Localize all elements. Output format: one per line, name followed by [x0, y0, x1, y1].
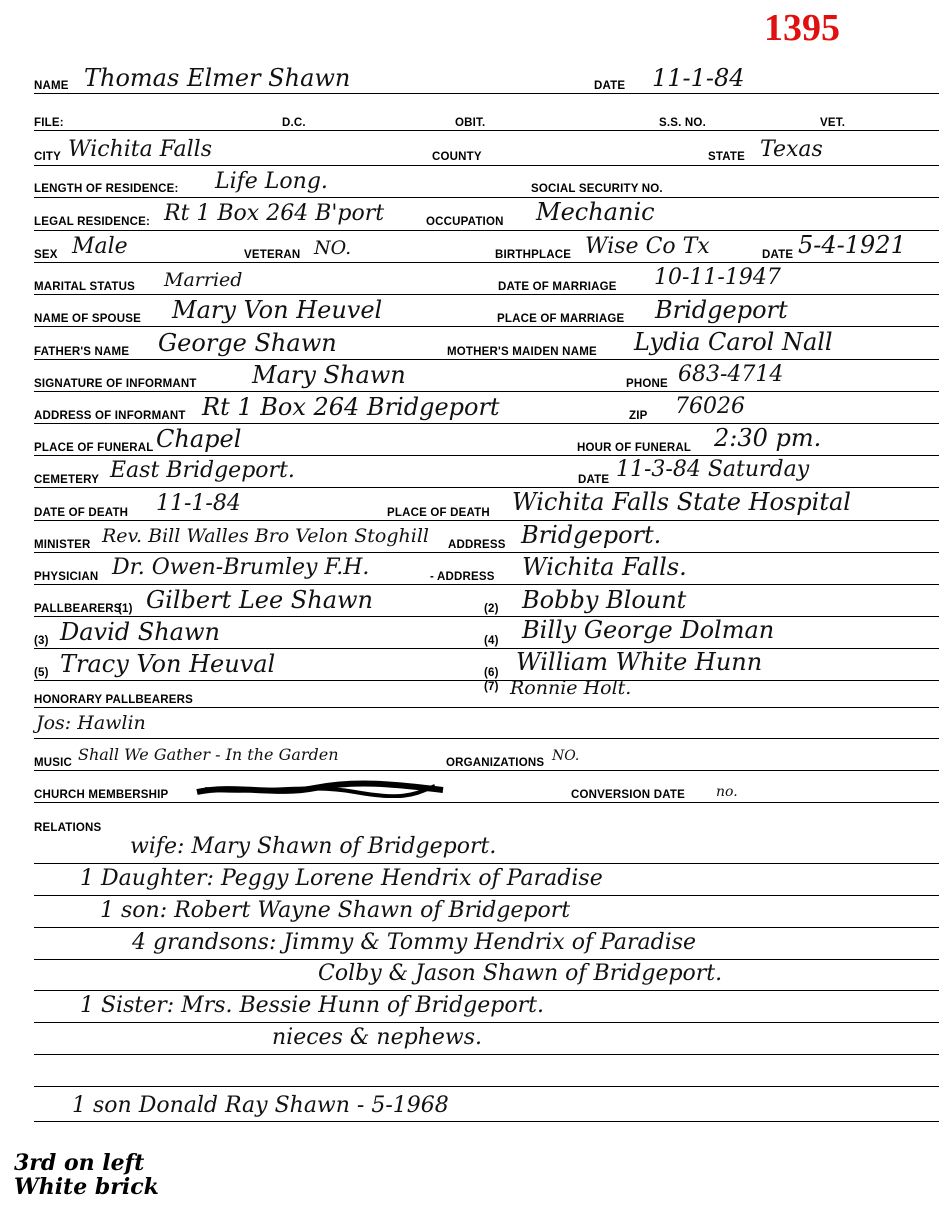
label-mothers-maiden-name: MOTHER'S MAIDEN NAME	[447, 346, 597, 358]
label-county: COUNTY	[432, 151, 482, 163]
label-phone: PHONE	[626, 378, 668, 390]
label-organizations: ORGANIZATIONS	[446, 757, 545, 769]
value-veteran: NO.	[314, 237, 352, 259]
label-minister-address: ADDRESS	[448, 539, 506, 551]
label-date-of-marriage: DATE OF MARRIAGE	[498, 281, 617, 293]
label-pallbearer-5: (5)	[34, 667, 49, 679]
value-hour-of-funeral: 2:30 pm.	[714, 424, 822, 452]
value-fathers-name: George Shawn	[158, 329, 337, 357]
label-cemetery: CEMETERY	[34, 474, 100, 486]
rule	[34, 738, 939, 739]
value-length-of-residence: Life Long.	[215, 169, 328, 194]
label-veteran: VETERAN	[244, 249, 301, 261]
value-conversion-date: no.	[716, 784, 738, 800]
label-birthplace: BIRTHPLACE	[495, 249, 572, 261]
margin-note-line: White brick	[14, 1174, 159, 1200]
value-music: Shall We Gather - In the Garden	[78, 745, 339, 764]
value-signature-of-informant: Mary Shawn	[252, 361, 406, 389]
value-sex: Male	[72, 234, 128, 259]
label-pallbearer-7: (7)	[484, 681, 499, 693]
value-pallbearer-3: David Shawn	[60, 618, 220, 646]
label-relations: RELATIONS	[34, 822, 102, 834]
value-date-of-death: 11-1-84	[156, 491, 241, 516]
label-birth-date: DATE	[762, 249, 794, 261]
label-minister: MINISTER	[34, 539, 91, 551]
label-city: CITY	[34, 151, 61, 163]
value-occupation: Mechanic	[536, 198, 655, 226]
relation-line: Colby & Jason Shawn of Bridgeport.	[318, 961, 723, 986]
rule	[34, 584, 939, 585]
relation-line: nieces & nephews.	[272, 1025, 482, 1050]
rule	[34, 294, 939, 295]
label-obit: OBIT.	[455, 117, 486, 129]
value-address-of-informant: Rt 1 Box 264 Bridgeport	[202, 393, 500, 421]
relation-line: 1 son Donald Ray Shawn - 5-1968	[72, 1093, 449, 1118]
label-ss-no: S.S. NO.	[659, 117, 706, 129]
label-church-membership: CHURCH MEMBERSHIP	[34, 789, 169, 801]
value-pallbearer-6: William White Hunn	[516, 648, 763, 676]
value-phone: 683-4714	[678, 362, 784, 387]
value-place-of-death: Wichita Falls State Hospital	[512, 488, 851, 516]
value-organizations: NO.	[552, 748, 580, 764]
label-date-of-death: DATE OF DEATH	[34, 507, 129, 519]
label-file: FILE:	[34, 117, 64, 129]
label-name-of-spouse: NAME OF SPOUSE	[34, 313, 141, 325]
value-pallbearer-5: Tracy Von Heuval	[60, 650, 276, 678]
label-place-of-funeral: PLACE OF FUNERAL	[34, 442, 154, 454]
value-birth-date: 5-4-1921	[798, 231, 906, 259]
value-name-of-spouse: Mary Von Heuvel	[172, 296, 383, 324]
form-number: 1395	[764, 7, 840, 49]
relation-line: 1 Sister: Mrs. Bessie Hunn of Bridgeport.	[80, 993, 544, 1018]
label-zip: ZIP	[629, 410, 648, 422]
rule	[34, 1054, 939, 1055]
rule	[34, 1022, 939, 1023]
value-physician-address: Wichita Falls.	[522, 553, 687, 581]
rule	[34, 359, 939, 360]
rule	[34, 93, 939, 94]
label-address-of-informant: ADDRESS OF INFORMANT	[34, 410, 186, 422]
rule	[34, 1086, 939, 1087]
rule	[34, 130, 939, 131]
margin-note-line: 3rd on left	[14, 1150, 145, 1176]
rule	[34, 1121, 939, 1122]
value-name: Thomas Elmer Shawn	[84, 64, 351, 92]
rule	[34, 990, 939, 991]
label-pallbearer-2: (2)	[484, 603, 499, 615]
value-minister: Rev. Bill Walles Bro Velon Stoghill	[102, 525, 429, 547]
label-pallbearer-1: (1)	[118, 603, 133, 615]
label-pallbearers: PALLBEARERS	[34, 603, 122, 615]
relation-line: 1 son: Robert Wayne Shawn of Bridgeport	[100, 898, 571, 923]
value-minister-address: Bridgeport.	[521, 521, 662, 549]
value-place-of-funeral: Chapel	[156, 425, 242, 453]
rule	[34, 552, 939, 553]
relation-line: 4 grandsons: Jimmy & Tommy Hendrix of Paradise	[132, 930, 697, 955]
label-sex: SEX	[34, 249, 58, 261]
value-date-of-marriage: 10-11-1947	[654, 265, 781, 290]
relation-line: 1 Daughter: Peggy Lorene Hendrix of Paradise	[80, 866, 603, 891]
rule	[34, 326, 939, 327]
label-physician: PHYSICIAN	[34, 571, 99, 583]
value-honorary-pallbearers: Jos: Hawlin	[36, 712, 146, 734]
rule	[34, 802, 939, 803]
value-funeral-date: 11-3-84 Saturday	[616, 457, 810, 482]
rule	[34, 863, 939, 864]
rule	[34, 616, 939, 617]
label-physician-address: - ADDRESS	[430, 571, 495, 583]
value-legal-residence: Rt 1 Box 264 B'port	[164, 201, 385, 226]
value-pallbearer-7: Ronnie Holt.	[510, 677, 632, 699]
value-mothers-maiden-name: Lydia Carol Nall	[634, 328, 833, 356]
label-pallbearer-6: (6)	[484, 667, 499, 679]
rule	[34, 262, 939, 263]
value-pallbearer-4: Billy George Dolman	[522, 616, 775, 644]
label-dc: D.C.	[282, 117, 306, 129]
value-city: Wichita Falls	[68, 137, 212, 162]
label-length-of-residence: LENGTH OF RESIDENCE:	[34, 183, 179, 195]
value-physician: Dr. Owen-Brumley F.H.	[112, 555, 370, 580]
label-signature-of-informant: SIGNATURE OF INFORMANT	[34, 378, 197, 390]
rule	[34, 770, 939, 771]
rule	[34, 959, 939, 960]
relation-line: wife: Mary Shawn of Bridgeport.	[130, 834, 497, 859]
rule	[34, 707, 939, 708]
label-vet: VET.	[820, 117, 846, 129]
label-hour-of-funeral: HOUR OF FUNERAL	[577, 442, 692, 454]
rule	[34, 165, 939, 166]
rule	[34, 197, 939, 198]
rule	[34, 927, 939, 928]
label-fathers-name: FATHER'S NAME	[34, 346, 130, 358]
value-place-of-marriage: Bridgeport	[655, 296, 788, 324]
value-cemetery: East Bridgeport.	[110, 458, 295, 483]
rule	[34, 455, 939, 456]
value-zip: 76026	[675, 394, 745, 419]
value-date: 11-1-84	[652, 64, 745, 92]
value-state: Texas	[760, 137, 823, 162]
label-marital-status: MARITAL STATUS	[34, 281, 135, 293]
label-social-security-no: SOCIAL SECURITY NO.	[531, 183, 663, 195]
label-state: STATE	[708, 151, 745, 163]
label-conversion-date: CONVERSION DATE	[571, 789, 685, 801]
redacted-scribble	[195, 780, 445, 798]
rule	[34, 895, 939, 896]
rule	[34, 648, 939, 649]
label-honorary-pallbearers: HONORARY PALLBEARERS	[34, 694, 194, 706]
rule	[34, 520, 939, 521]
value-pallbearer-1: Gilbert Lee Shawn	[146, 586, 374, 614]
label-name: NAME	[34, 80, 69, 92]
label-occupation: OCCUPATION	[426, 216, 504, 228]
label-place-of-death: PLACE OF DEATH	[387, 507, 490, 519]
label-pallbearer-4: (4)	[484, 635, 499, 647]
label-legal-residence: LEGAL RESIDENCE:	[34, 216, 151, 228]
value-pallbearer-2: Bobby Blount	[522, 586, 687, 614]
value-marital-status: Married	[164, 269, 243, 291]
label-pallbearer-3: (3)	[34, 635, 49, 647]
label-music: MUSIC	[34, 757, 73, 769]
value-birthplace: Wise Co Tx	[585, 234, 710, 259]
label-date: DATE	[594, 80, 626, 92]
label-place-of-marriage: PLACE OF MARRIAGE	[497, 313, 625, 325]
rule	[34, 391, 939, 392]
label-funeral-date: DATE	[578, 474, 610, 486]
